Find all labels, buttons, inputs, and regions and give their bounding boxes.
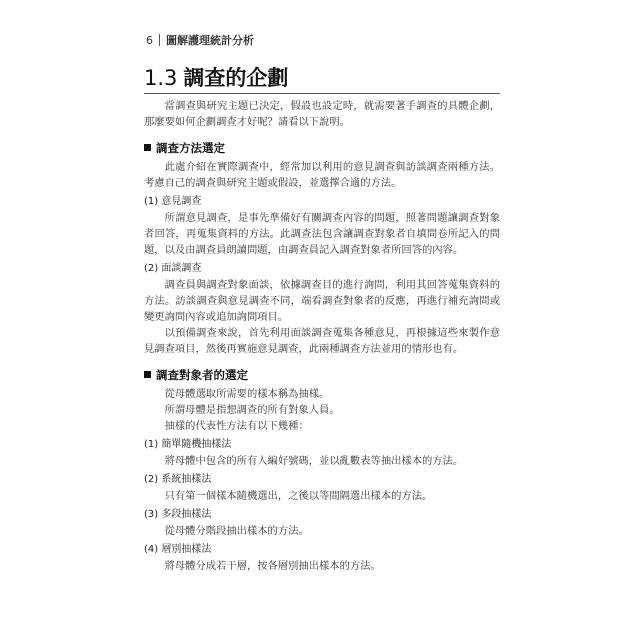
method-text: 所謂意見調查，是事先準備好有關調查內容的問題，照著問題讓調查對象者回答，再蒐集資料的方法。此調查法包含讓調查對象者自填問卷所記入的問題，以及由調查員朗讀問題，由調查員記入調查對象者所回答的內容。 <box>144 212 500 256</box>
book-title: 圖解護理統計分析 <box>166 34 254 47</box>
sampling-method-text: 將母體分成若干層，按各層別抽出樣本的方法。 <box>164 560 381 572</box>
sampling-method-title: (1) 簡單隨機抽樣法 <box>144 439 232 450</box>
section-heading-text: 調查方法選定 <box>156 141 225 155</box>
chapter-title-text: 調查的企劃 <box>183 66 289 90</box>
header-divider <box>159 34 160 46</box>
sampling-method-text: 從母體分階段抽出樣本的方法。 <box>164 525 309 537</box>
page-number: 6 <box>146 33 153 47</box>
sampling-method-text: 將母體中包含的所有人編好號碼，並以亂數表等抽出樣本的方法。 <box>164 455 464 467</box>
method-title: (1) 意見調查 <box>144 196 202 207</box>
sampling-method-title: (4) 層別抽樣法 <box>144 544 212 555</box>
intro-paragraph: 當調查與研究主題已決定，假設也設定時，就需要著手調查的具體企劃，那麼要如何企劃調查才好呢？請看以下說明。 <box>144 100 500 128</box>
sampling-line: 抽樣的代表性方法有以下幾種： <box>164 420 309 432</box>
sampling-method-text: 只有第一個樣本隨機選出，之後以等間隔選出樣本的方法。 <box>164 490 433 502</box>
title-rule <box>144 93 500 94</box>
sampling-line: 從母體選取所需要的樣本稱為抽樣。 <box>164 388 330 400</box>
method-title: (2) 面談調查 <box>144 263 202 274</box>
sampling-method-title: (2) 系統抽樣法 <box>144 474 212 485</box>
sampling-method-title: (3) 多段抽樣法 <box>144 509 212 520</box>
section-heading-methods <box>144 140 500 156</box>
section-heading-subjects <box>144 367 500 383</box>
methods-intro: 此處介紹在實際調查中，經常加以利用的意見調查與訪談調查兩種方法。考慮自己的調查與研究主題或假設，並選擇合適的方法。 <box>144 161 500 189</box>
section-heading-text: 調查對象者的選定 <box>156 368 248 382</box>
chapter-number: 1.3 <box>144 66 178 90</box>
page-body <box>144 98 500 574</box>
chapter-title <box>144 62 288 92</box>
running-head <box>146 32 254 48</box>
method-text: 調查員與調查對象面談，依據調查目的進行詢問，利用其回答蒐集資料的方法。訪談調查與意見調查不同，端看調查對象者的反應，再進行補充詢問或變更詢問內容或追加詢問項目。 <box>144 279 500 323</box>
methods-closing: 以預備調查來說，首先利用面談調查蒐集各種意見，再根據這些來製作意見調查項目，然後再實施意見調查，此兩種調查方法並用的情形也有。 <box>144 327 500 355</box>
sampling-line: 所謂母體是指想調查的所有對象人員。 <box>164 404 340 416</box>
square-bullet-icon <box>144 371 151 378</box>
square-bullet-icon <box>144 144 151 151</box>
